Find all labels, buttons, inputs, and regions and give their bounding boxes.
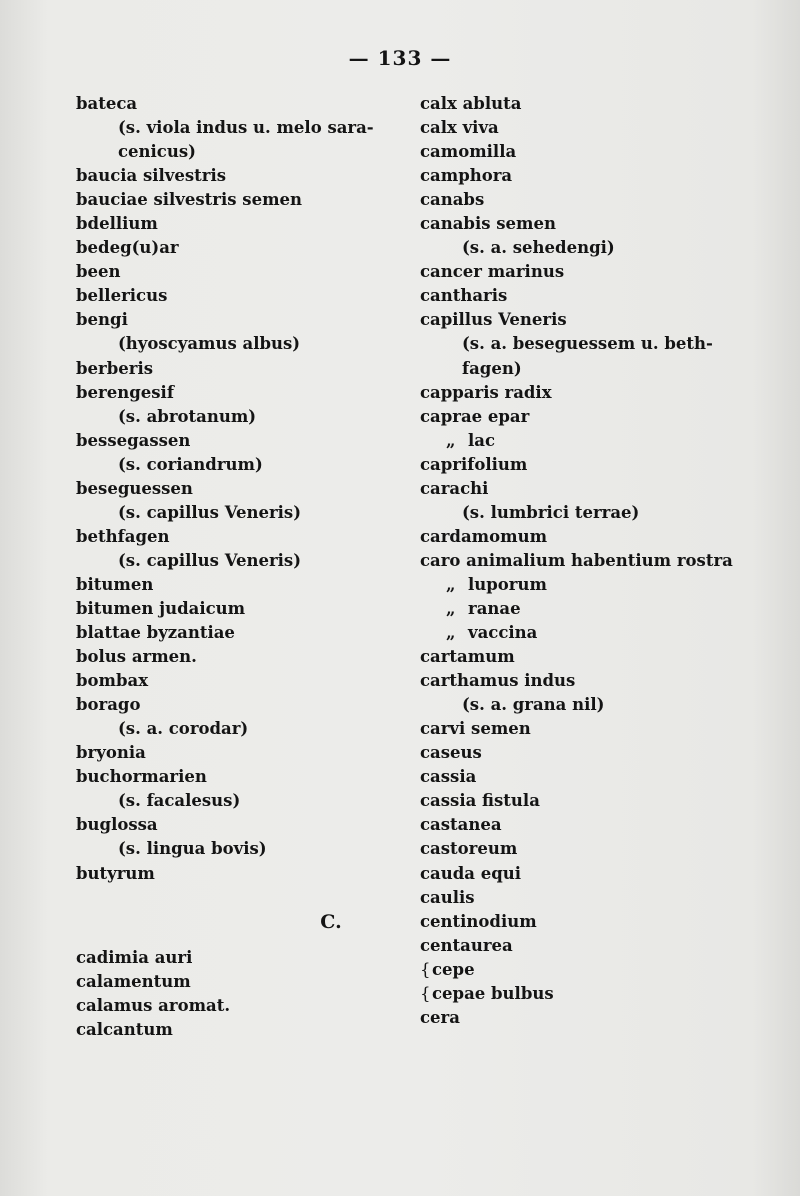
sub-entry [420, 236, 760, 260]
entry [420, 910, 760, 934]
entry-text: calamus aromat. [76, 995, 231, 1015]
entry-text: bdellium [76, 214, 158, 234]
entry-text: bethfagen [76, 526, 170, 546]
entry-text: (s. coriandrum) [118, 454, 263, 474]
entry-text: centinodium [420, 911, 537, 931]
entry [420, 188, 760, 212]
entry [76, 429, 406, 453]
sub-entry [76, 140, 406, 164]
entry-text: caprifolium [420, 454, 528, 474]
entry [420, 789, 760, 813]
entry [76, 946, 406, 970]
sub-entry [420, 332, 760, 356]
entry [76, 477, 406, 501]
entry-text: calx viva [420, 118, 499, 138]
entry [420, 982, 760, 1006]
entry-text: cera [420, 1007, 460, 1027]
sub-entry [420, 501, 760, 525]
entry-text: berengesif [76, 382, 174, 402]
entry [76, 765, 406, 789]
entry-text: calamentum [76, 971, 191, 991]
entry-text: (s. viola indus u. melo sara- [118, 118, 374, 138]
entry-text: caulis [420, 887, 475, 907]
entry-text: castoreum [420, 839, 518, 859]
entry-text: cartamum [420, 647, 515, 667]
entry-text: (s. a. corodar) [118, 719, 249, 739]
entry [420, 958, 760, 982]
brace-mark: { [420, 959, 431, 979]
entry [420, 140, 760, 164]
entry-text: berberis [76, 358, 154, 378]
entry-text: bellericus [76, 286, 168, 306]
page-number: — 133 — [348, 46, 452, 70]
entry [76, 357, 406, 381]
sub-entry [76, 549, 406, 573]
sub-entry [420, 357, 760, 381]
entry-text: carvi semen [420, 719, 531, 739]
entry-text: bombax [76, 671, 149, 691]
entry [420, 741, 760, 765]
entry [420, 284, 760, 308]
entry-text: cepae bulbus [432, 983, 554, 1003]
entry-text: camphora [420, 166, 513, 186]
entry-text: butyrum [76, 863, 155, 883]
entry [76, 92, 406, 116]
entry-text: (s. capillus Veneris) [118, 550, 302, 570]
entry-text: caprae epar [420, 406, 530, 426]
entry [420, 597, 760, 621]
entry-text: (s. abrotanum) [118, 406, 257, 426]
ditto-mark: „ [446, 623, 456, 643]
entry-text: bitumen judaicum [76, 598, 246, 618]
entry [420, 381, 760, 405]
entry-text: luporum [468, 574, 547, 594]
entry [420, 862, 760, 886]
sub-entry [76, 501, 406, 525]
entry-text: buglossa [76, 815, 158, 835]
entry [76, 1018, 406, 1042]
entry [76, 236, 406, 260]
entry-text: (s. facalesus) [118, 791, 241, 811]
entry [76, 693, 406, 717]
entry-text: cantharis [420, 286, 508, 306]
entry [420, 212, 760, 236]
ditto-mark: „ [446, 598, 456, 618]
entry [420, 573, 760, 597]
entry [420, 260, 760, 284]
entry-text: beseguessen [76, 478, 193, 498]
entry-text: bolus armen. [76, 647, 197, 667]
entry-text: (s. capillus Veneris) [118, 502, 302, 522]
entry-text: borago [76, 695, 141, 715]
sub-entry [76, 837, 406, 861]
entry-text: capparis radix [420, 382, 552, 402]
entry-text: canabs [420, 190, 485, 210]
entry [76, 212, 406, 236]
left-column [76, 92, 406, 1042]
entry-text: bateca [76, 94, 138, 113]
entry-text: cassia fistula [420, 791, 540, 811]
entry [76, 381, 406, 405]
entry [76, 573, 406, 597]
entry [420, 164, 760, 188]
entry [420, 477, 760, 501]
entry-text: bauciae silvestris semen [76, 190, 303, 210]
entry [420, 934, 760, 958]
entry [420, 645, 760, 669]
spacer [76, 886, 406, 910]
entry-text: vaccina [468, 623, 538, 643]
entry-text: caseus [420, 743, 482, 763]
entry-text: cancer marinus [420, 262, 565, 282]
entry-text: canabis semen [420, 214, 557, 234]
entry-text: ranae [468, 598, 521, 618]
entry-text: carachi [420, 478, 489, 498]
entry-text: camomilla [420, 142, 517, 162]
entry [420, 717, 760, 741]
entry [76, 525, 406, 549]
entry [76, 188, 406, 212]
entry-text: baucia silvestris [76, 166, 227, 186]
entry [76, 813, 406, 837]
entry [76, 645, 406, 669]
entry [420, 308, 760, 332]
ditto-mark: „ [446, 430, 456, 450]
entry-text: caro animalium habentium rostra [420, 550, 733, 570]
entry [420, 813, 760, 837]
entry-text: buchormarien [76, 767, 207, 787]
entry-text: (hyoscyamus albus) [118, 334, 301, 354]
entry [420, 621, 760, 645]
entry-text: centaurea [420, 935, 513, 955]
entry [420, 765, 760, 789]
entry [420, 116, 760, 140]
entry [76, 669, 406, 693]
entry-text: calcantum [76, 1019, 173, 1039]
entry-text: cardamomum [420, 526, 548, 546]
entry-text: calx abluta [420, 94, 522, 113]
entry-text: (s. a. beseguessem u. beth- [462, 334, 713, 354]
sub-entry [76, 453, 406, 477]
sub-entry [76, 717, 406, 741]
entry-text: (s. a. sehedengi) [462, 238, 615, 258]
entry [76, 862, 406, 886]
entry-text: bitumen [76, 574, 154, 594]
entry [420, 405, 760, 429]
entry [76, 164, 406, 188]
sub-entry [420, 693, 760, 717]
entry-text: blattae byzantiae [76, 623, 235, 643]
section-heading: C. [320, 910, 342, 933]
entry-text: bengi [76, 310, 128, 330]
entry [420, 837, 760, 861]
entry [76, 994, 406, 1018]
entry [76, 970, 406, 994]
entry [420, 525, 760, 549]
entry-text: lac [468, 430, 496, 450]
entry-text: (s. lingua bovis) [118, 839, 267, 859]
spacer [76, 934, 406, 946]
entry [420, 549, 760, 573]
entry-text: cenicus) [118, 142, 196, 162]
entry-text: castanea [420, 815, 502, 835]
entry [420, 886, 760, 910]
entry [76, 260, 406, 284]
sub-entry [76, 116, 406, 140]
entry [420, 429, 760, 453]
entry [76, 741, 406, 765]
entry [420, 453, 760, 477]
entry [420, 1006, 760, 1030]
entry-text: cepe [432, 959, 475, 979]
brace-mark: { [420, 983, 431, 1003]
entry [76, 621, 406, 645]
entry-text: carthamus indus [420, 671, 576, 691]
entry-text: bryonia [76, 743, 146, 763]
sub-entry [76, 405, 406, 429]
entry [420, 669, 760, 693]
entry-text: been [76, 262, 121, 282]
entry-text: bedeg(u)ar [76, 238, 179, 258]
entry [76, 284, 406, 308]
entry-text: (s. a. grana nil) [462, 695, 605, 715]
entry-text: bessegassen [76, 430, 191, 450]
right-column [420, 92, 760, 1030]
entry [76, 308, 406, 332]
ditto-mark: „ [446, 574, 456, 594]
entry-text: fagen) [462, 358, 522, 378]
entry [76, 597, 406, 621]
sub-entry [76, 789, 406, 813]
entry-text: cauda equi [420, 863, 522, 883]
entry [420, 92, 760, 116]
sub-entry [76, 332, 406, 356]
entry-text: (s. lumbrici terrae) [462, 502, 640, 522]
entry-text: cassia [420, 767, 477, 787]
entry-text: capillus Veneris [420, 310, 567, 330]
entry-text: cadimia auri [76, 947, 193, 967]
